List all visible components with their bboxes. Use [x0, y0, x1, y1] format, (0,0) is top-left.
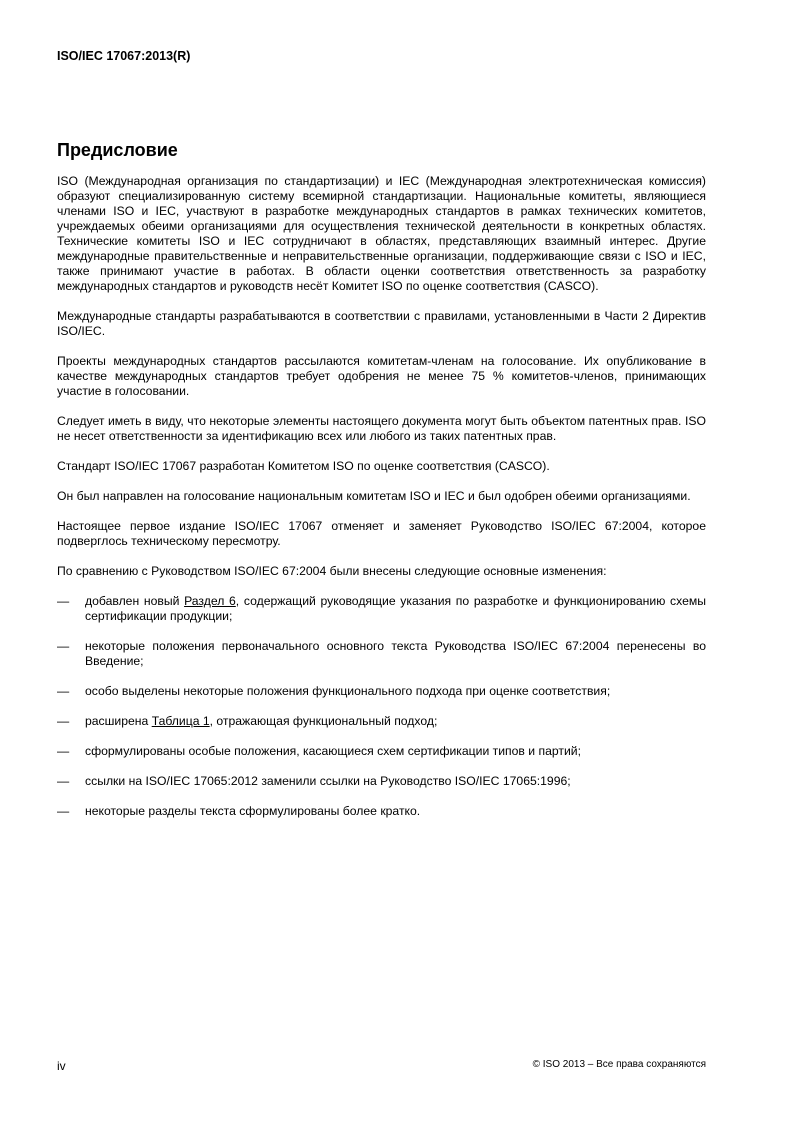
- list-item: [57, 804, 706, 819]
- list-item-text: сформулированы особые положения, касающиеся схем сертификации типов и партий;: [85, 744, 581, 758]
- changes-list: [57, 594, 706, 819]
- list-dash: —: [57, 639, 70, 653]
- paragraph-voting: Проекты международных стандартов рассылаются комитетам-членам на голосование. Их опубликование в качестве международных стандартов требует одобрения не менее 75 % комитетов-членов, принимающих участие в голосовании.: [57, 354, 706, 398]
- list-item: [57, 714, 706, 729]
- list-item-text: некоторые положения первоначального основного текста Руководства ISO/IEC 67:2004 перенесены во Введение;: [85, 639, 706, 668]
- paragraph-edition: Настоящее первое издание ISO/IEC 17067 отменяет и заменяет Руководство ISO/IEC 67:2004, которое подверглось техническому пересмотру.: [57, 519, 706, 548]
- list-dash: —: [57, 684, 70, 698]
- paragraph-prepared-by: Стандарт ISO/IEC 17067 разработан Комитетом ISO по оценке соответствия (CASCO).: [57, 459, 550, 473]
- page-number: iv: [57, 1059, 66, 1073]
- list-item-text: , содержащий руководящие указания по разработке и функционированию схемы сертификации продукции;: [85, 594, 706, 623]
- list-item: [57, 774, 706, 789]
- list-item-text: ссылки на ISO/IEC 17065:2012 заменили ссылки на Руководство ISO/IEC 17065:1996;: [85, 774, 571, 788]
- copyright-notice: © ISO 2013 – Все права сохраняются: [532, 1059, 706, 1070]
- clause-6-link[interactable]: Раздел 6: [184, 594, 236, 608]
- paragraph-patents: Следует иметь в виду, что некоторые элементы настоящего документа могут быть объектом патентных прав. ISO не несет ответственности за идентификацию всех или любого из таких патентных прав.: [57, 414, 706, 443]
- table-1-link[interactable]: Таблица 1: [151, 714, 210, 728]
- list-dash: —: [57, 774, 70, 788]
- list-item-text: особо выделены некоторые положения функционального подхода при оценке соответствия;: [85, 684, 611, 698]
- document-id-header: ISO/IEC 17067:2013(R): [57, 49, 191, 63]
- list-item: [57, 684, 706, 699]
- list-dash: —: [57, 744, 70, 758]
- list-item: [57, 639, 706, 669]
- list-item: [57, 744, 706, 759]
- paragraph-directives: Международные стандарты разрабатываются в соответствии с правилами, установленными в Части 2 Директив ISO/IEC.: [57, 309, 706, 338]
- list-item-text: расширена: [85, 714, 152, 728]
- page-title: Предисловие: [57, 140, 178, 160]
- list-item-text: , отражающая функциональный подход;: [209, 714, 438, 728]
- paragraph-intro: ISO (Международная организация по стандартизации) и IEC (Международная электротехническая комиссия) образуют специализированную систему всемирной стандартизации. Национальные комитеты, являющиеся членами ISO и IEC, участвуют в разработке международных стандартов в рамках технических комитетов, учреждаемых обеими организациями для осуществления технической деятельности в конкретных областях. Технические комитеты ISO и IEC сотрудничают в областях, представляющих взаимный интерес. Другие международные правительственные и неправительственные организации, поддерживающие связи с ISO и IEC, также принимают участие в работах. В области оценки соответствия ответственность за разработку международных стандартов и руководств несёт Комитет ISO по оценке соответствия (CASCO).: [57, 174, 706, 293]
- paragraph-changes-intro: По сравнению с Руководством ISO/IEC 67:2004 были внесены следующие основные изменения:: [57, 564, 607, 578]
- list-item: [57, 594, 706, 624]
- foreword-body: [57, 174, 706, 834]
- paragraph-approval: Он был направлен на голосование национальным комитетам ISO и IEC и был одобрен обеими организациями.: [57, 489, 691, 503]
- list-dash: —: [57, 714, 70, 728]
- list-item-text: некоторые разделы текста сформулированы более кратко.: [85, 804, 421, 818]
- list-dash: —: [57, 594, 70, 608]
- list-dash: —: [57, 804, 70, 818]
- list-item-text: добавлен новый: [85, 594, 185, 608]
